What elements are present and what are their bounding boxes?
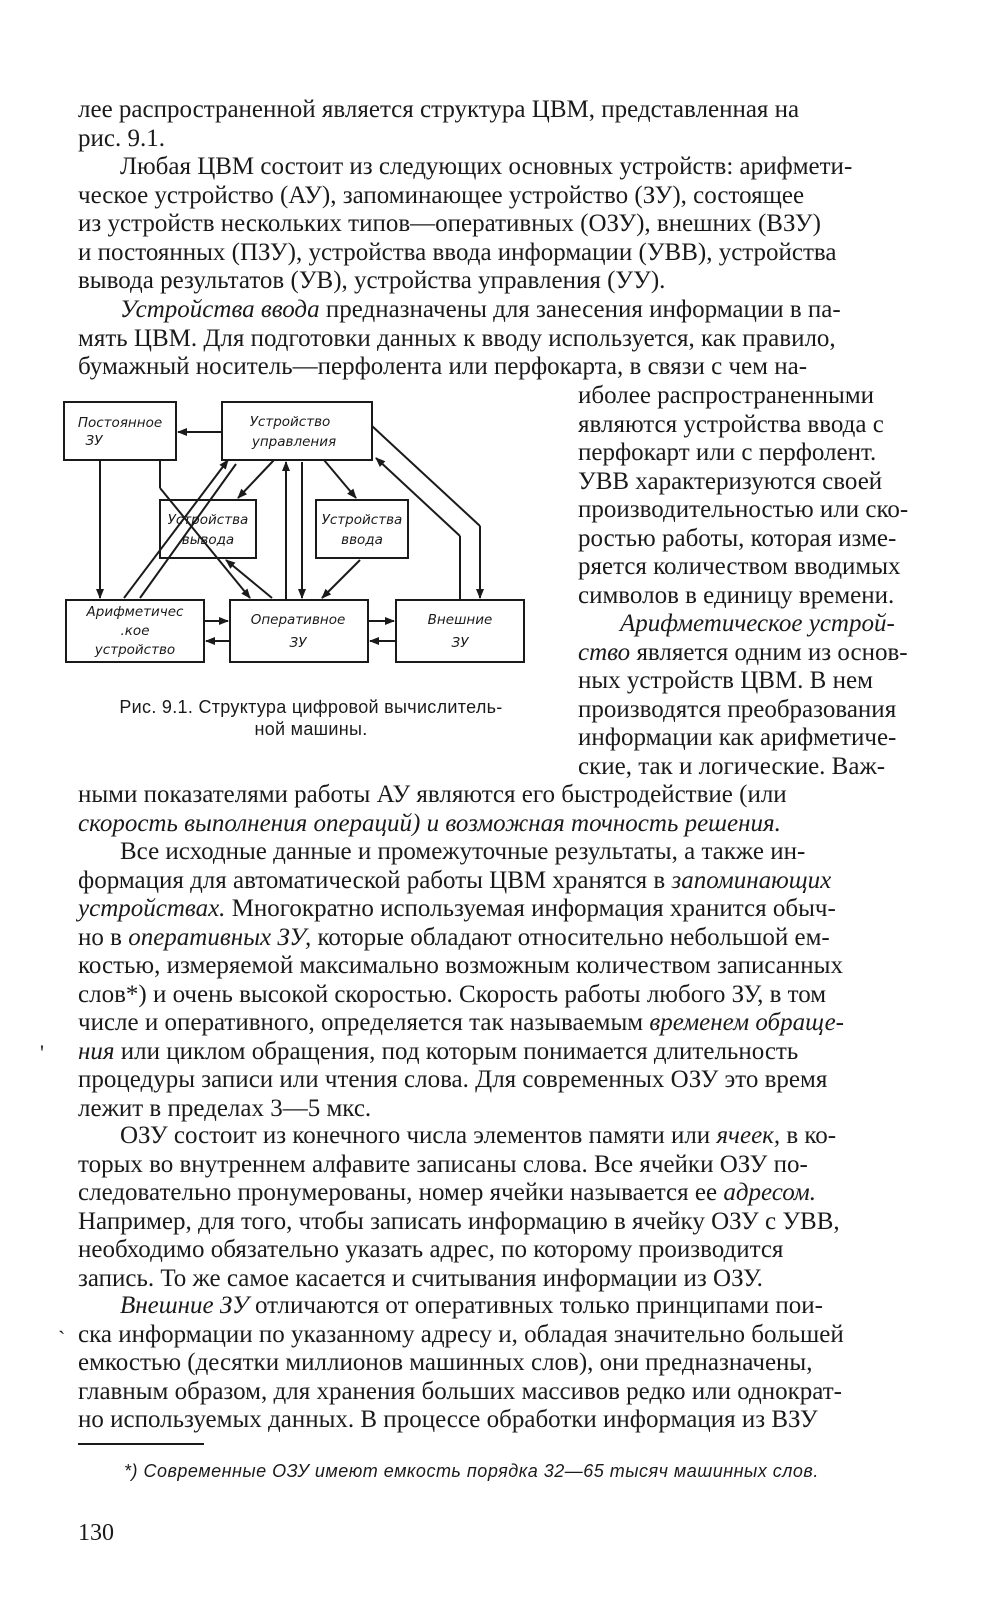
term-address: адресом. (723, 1179, 816, 1206)
box-external-storage (396, 600, 524, 662)
text-fragment: Многократно используемая информация хранится обыч- (225, 895, 836, 922)
text-line: бумажный носитель—перфолента или перфокарта, в связи с чем на- (78, 353, 808, 380)
text-fragment: является одним из основ- (630, 638, 908, 666)
label-input-device-l1: Устройства (321, 512, 403, 528)
box-ram (230, 600, 368, 662)
label-arithmetic-unit-l3: устройство (94, 642, 176, 658)
arrow-control-to-output (238, 460, 274, 498)
page-number: 130 (78, 1520, 114, 1546)
term-memory: запоминающих (671, 866, 832, 894)
text-line: но используемых данных. В процессе обработки информация из ВЗУ (78, 1406, 818, 1433)
text-line: производятся преобразования (578, 695, 897, 723)
text-line: мять ЦВМ. Для подготовки данных к вводу используется, как правило, (78, 324, 836, 352)
label-rom-l1: Постоянное (77, 415, 163, 431)
term-access-time: временем обраще- (649, 1009, 844, 1036)
box-rom (64, 402, 176, 460)
term-memory-end: устройствах. (78, 895, 226, 922)
text-line: Например, для того, чтобы записать информацию в ячейку ОЗУ с УВВ, (78, 1207, 840, 1235)
text-line (78, 1179, 944, 1208)
label-external-storage-l1: Внешние (427, 612, 493, 628)
text-fragment: или циклом обращения, под которым понимается длительность (114, 1037, 799, 1065)
text-line (78, 924, 944, 953)
text-line (78, 1292, 944, 1321)
text-line: информации как арифметиче- (578, 724, 897, 751)
text-line: процедуры записи или чтения слова. Для современных ОЗУ это время (78, 1066, 828, 1093)
text-line (578, 610, 944, 639)
text-line (78, 867, 944, 896)
label-external-storage-l2: ЗУ (451, 635, 469, 651)
text-line: перфокарт или с перфолент. (578, 439, 877, 466)
paragraph-external-storage (78, 1292, 944, 1435)
text-line: торых во внутреннем алфавите записаны слова. Все ячейки ОЗУ по- (78, 1150, 808, 1178)
label-output-device-l2: вывода (181, 532, 235, 548)
label-ram-l2: ЗУ (289, 635, 307, 651)
text-line: лежит в пределах 3—5 мкс. (78, 1094, 372, 1122)
label-ram-l1: Оперативное (250, 612, 346, 628)
text-line: производительностью или ско- (578, 496, 909, 523)
label-arithmetic-unit-l2: .кое (120, 623, 150, 639)
label-rom-l2: ЗУ (85, 433, 103, 449)
paragraph-memory (78, 838, 944, 1123)
text-line: ска информации по указанному адресу и, обладая значительно большей (78, 1320, 844, 1348)
text-line (78, 1038, 944, 1067)
paragraph-input-devices (78, 296, 944, 382)
term-cells: ячеек, (716, 1122, 781, 1149)
arrow-au-to-control (124, 460, 228, 598)
text-line: рис. 9.1. (78, 124, 165, 152)
arrow-ram-to-output (226, 560, 272, 598)
label-arithmetic-unit-l1: Арифметичес (86, 604, 184, 620)
text-line: запись. То же самое касается и считывания информации из ОЗУ. (78, 1264, 763, 1292)
text-fragment: отличаются от оперативных только принципами пои- (248, 1292, 823, 1319)
label-input-device-l2: ввода (341, 532, 383, 548)
term-access-time-end: ния (78, 1037, 115, 1065)
text-fragment: предназначены для занесения информации в па- (319, 296, 841, 323)
caption-line: Рис. 9.1. Структура цифровой вычислитель- (119, 697, 503, 717)
text-line: костью, измеряемой максимально возможным количеством записанных (78, 952, 843, 979)
label-control-unit-l1: Устройство (249, 414, 331, 430)
paragraph-devices-overview (78, 153, 944, 296)
text-line: и постоянных (ПЗУ), устройства ввода информации (УВВ), устройства (78, 238, 837, 266)
text-fragment: ОЗУ состоит из конечного числа элементов памяти или (120, 1122, 717, 1149)
text-line: иболее распространенными (578, 382, 875, 409)
term-ram: оперативных ЗУ, (128, 923, 312, 951)
text-line: лее распространенной является структура ЦВМ, представленная на (78, 96, 800, 123)
text-fragment: следовательно пронумерованы, номер ячейки называется ее (78, 1179, 724, 1206)
figure-caption (66, 696, 556, 740)
arrow-rom-to-ram (160, 488, 250, 598)
footnote-divider (78, 1443, 204, 1445)
text-line: символов в единицу времени. (578, 581, 895, 609)
italic-phrase: скорость выполнения операций) и возможная точность решения. (78, 809, 781, 837)
text-fragment: числе и оперативного, определяется так называемым (78, 1009, 650, 1036)
label-control-unit-l2: управления (251, 434, 337, 450)
paragraph-continuation (78, 96, 944, 153)
text-line (78, 1009, 944, 1038)
paragraph-ram-cells (78, 1122, 944, 1293)
text-fragment: формация для автоматической работы ЦВМ хранятся в (78, 866, 672, 894)
text-line: необходимо обязательно указать адрес, по которому производится (78, 1236, 784, 1263)
text-line: ряется количеством вводимых (578, 553, 901, 580)
term-arithmetic-unit: Арифметическое устрой- (620, 610, 895, 637)
arrow-input-to-ram (322, 560, 360, 598)
text-line: ных устройств ЦВМ. В нем (578, 667, 873, 694)
text-line: УВВ характеризуются своей (578, 467, 883, 495)
text-line (578, 639, 944, 668)
computer-structure-diagram (60, 396, 540, 686)
paragraph-arithmetic-unit (78, 781, 944, 838)
box-input-device (316, 500, 408, 558)
margin-mark: ˴ (58, 1316, 66, 1341)
term-input-devices: Устройства ввода (120, 296, 320, 323)
caption-line: ной машины. (254, 719, 368, 739)
text-line: главным образом, для хранения больших массивов редко или однократ- (78, 1377, 842, 1405)
box-control-unit (222, 402, 372, 460)
text-line: ными показателями работы АУ являются его быстродействие (или (78, 781, 787, 808)
text-line: ские, так и логические. Важ- (578, 752, 886, 780)
paragraph-arithmetic-unit-wrapped (578, 610, 944, 781)
term-external-storage: Внешние ЗУ (120, 1292, 249, 1319)
text-line: емкостью (десятки миллионов машинных слов), они предназначены, (78, 1349, 813, 1376)
text-fragment: которые обладают относительно небольшой ем- (311, 923, 830, 951)
text-line (78, 296, 944, 325)
text-fragment: но в (78, 923, 129, 951)
text-line (78, 895, 944, 924)
text-line: слов*) и очень высокой скоростью. Скорость работы любого ЗУ, в том (78, 980, 827, 1008)
term-arithmetic-unit-end: ство (578, 638, 631, 666)
text-line: ростью работы, которая изме- (578, 524, 897, 552)
line-control-to-external (372, 426, 480, 526)
text-line (78, 1122, 944, 1151)
footnote: *) Современные ОЗУ имеют емкость порядка 32—65 тысяч машинных слов. (124, 1461, 819, 1481)
text-line: ческое устройство (АУ), запоминающее устройство (ЗУ), состоящее (78, 181, 805, 209)
label-output-device-l1: Устройства (167, 512, 249, 528)
text-line: Все исходные данные и промежуточные результаты, а также ин- (120, 838, 806, 865)
line-au-control-b (140, 464, 236, 598)
text-line: являются устройства ввода с (578, 410, 884, 438)
text-fragment: в ко- (780, 1122, 837, 1149)
margin-mark: ' (40, 1040, 44, 1065)
paragraph-input-devices-wrapped (578, 382, 944, 610)
text-line: Любая ЦВМ состоит из следующих основных устройств: арифмети- (120, 153, 853, 180)
text-line: из устройств нескольких типов—оперативных (ОЗУ), внешних (ВЗУ) (78, 210, 821, 237)
text-line (78, 810, 944, 839)
text-line: вывода результатов (УВ), устройства управления (УУ). (78, 267, 666, 294)
arrow-control-to-input (324, 460, 356, 498)
